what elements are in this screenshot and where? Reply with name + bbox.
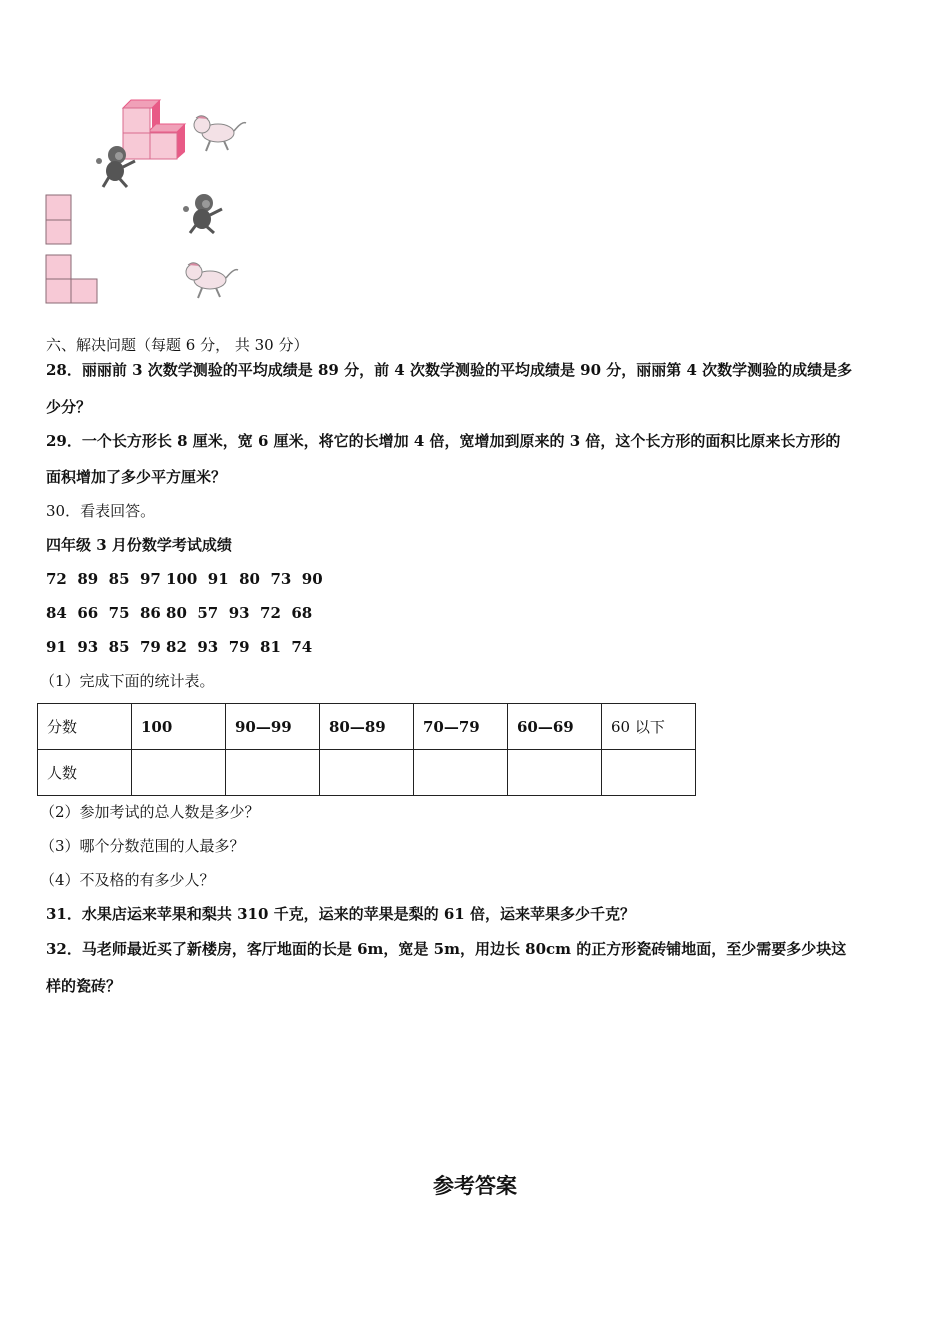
monkey-icon bbox=[183, 194, 222, 233]
table-header-cell: 分数 bbox=[38, 704, 132, 750]
question-30-sub1: （1）完成下面的统计表。 bbox=[40, 672, 215, 690]
question-31: 31．水果店运来苹果和梨共 310 千克，运来的苹果是梨的 61 倍，运来苹果多少千克？ bbox=[46, 905, 635, 923]
question-30-sub3: （3）哪个分数范围的人最多？ bbox=[40, 837, 245, 855]
table-header-cell: 60 以下 bbox=[602, 704, 696, 750]
question-28-line1: 28．丽丽前 3 次数学测验的平均成绩是 89 分，前 4 次数学测验的平均成绩是 90 分，丽丽第 4 次数学测验的成绩是多 bbox=[46, 361, 853, 379]
question-30-caption: 四年级 3 月份数学考试成绩 bbox=[46, 536, 232, 554]
question-28-line2: 少分？ bbox=[46, 398, 92, 416]
question-30-sub2: （2）参加考试的总人数是多少？ bbox=[40, 803, 260, 821]
table-cell bbox=[508, 750, 602, 796]
scores-row-2: 84 66 75 86 80 57 93 72 68 bbox=[46, 604, 313, 622]
view-l-shape-squares bbox=[46, 255, 97, 303]
table-header-cell: 100 bbox=[132, 704, 226, 750]
statistics-table bbox=[37, 703, 696, 796]
table-header-cell: 70—79 bbox=[414, 704, 508, 750]
table-cell bbox=[414, 750, 508, 796]
table-header-cell: 60—69 bbox=[508, 704, 602, 750]
question-32-line2: 样的瓷砖？ bbox=[46, 977, 122, 995]
dog-icon bbox=[194, 116, 246, 151]
cube-views-figure bbox=[40, 95, 270, 310]
scores-row-1: 72 89 85 97 100 91 80 73 90 bbox=[46, 570, 323, 588]
table-cell bbox=[602, 750, 696, 796]
table-cell bbox=[320, 750, 414, 796]
table-header-cell: 80—89 bbox=[320, 704, 414, 750]
question-29-line1: 29．一个长方形长 8 厘米，宽 6 厘米，将它的长增加 4 倍，宽增加到原来的 3 倍，这个长方形的面积比原来长方形的 bbox=[46, 432, 841, 450]
view-two-vertical-squares bbox=[46, 195, 71, 244]
scores-row-3: 91 93 85 79 82 93 79 81 74 bbox=[46, 638, 313, 656]
table-header-row bbox=[38, 704, 696, 750]
question-32-line1: 32．马老师最近买了新楼房，客厅地面的长是 6m，宽是 5m，用边长 80cm 的正方形瓷砖铺地面，至少需要多少块这 bbox=[46, 940, 847, 958]
table-cell bbox=[226, 750, 320, 796]
cube-stack-3d bbox=[123, 100, 185, 159]
table-row-label: 人数 bbox=[38, 750, 132, 796]
dog-icon bbox=[186, 263, 238, 298]
table-cell bbox=[132, 750, 226, 796]
section-heading: 六、解决问题（每题 6 分， 共 30 分） bbox=[46, 336, 309, 354]
table-header-cell: 90—99 bbox=[226, 704, 320, 750]
answer-section-title: 参考答案 bbox=[433, 1174, 517, 1198]
table-row bbox=[38, 750, 696, 796]
question-29-line2: 面积增加了多少平方厘米？ bbox=[46, 468, 227, 486]
question-30-title: 30．看表回答。 bbox=[46, 502, 156, 520]
question-30-sub4: （4）不及格的有多少人？ bbox=[40, 871, 215, 889]
